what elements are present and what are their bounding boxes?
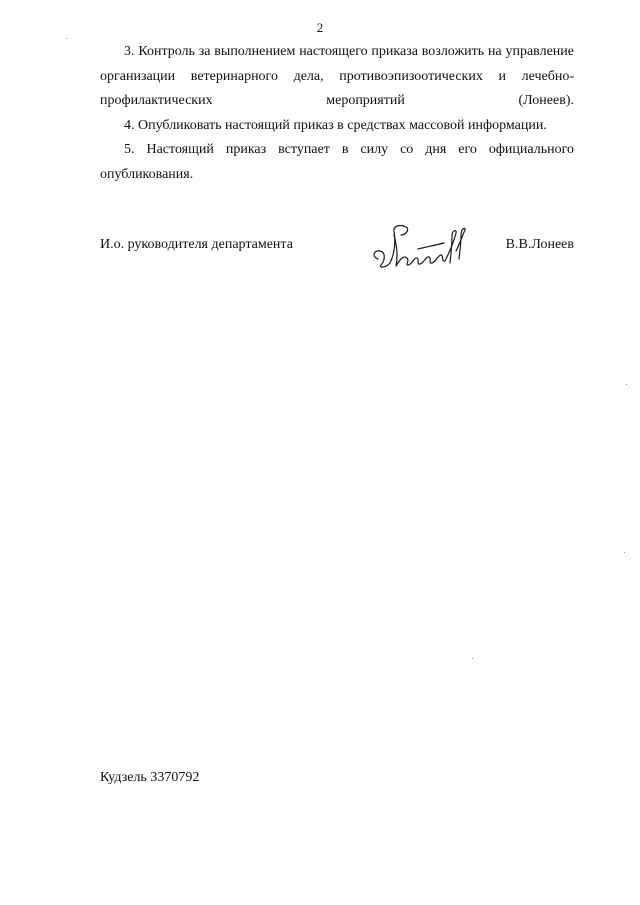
paragraph-5: 5. Настоящий приказ вступает в силу со дня его официального опубликования.: [100, 142, 574, 182]
document-body: [100, 40, 574, 187]
signature-block: [100, 233, 574, 273]
signatory-name: В.В.Лонеев: [505, 237, 574, 252]
scan-speck: [472, 658, 473, 659]
signatory-title: И.о. руководителя департамента: [100, 237, 293, 252]
executor-contact: Кудзель 3370792: [100, 770, 200, 785]
paragraph-3: 3. Контроль за выполнением настоящего приказа возложить на управление организации ветеринарного дела, противоэпизоотических и лечебно-профилактических мероприятий (Лонеев).: [100, 44, 574, 108]
handwritten-signature: [370, 221, 470, 277]
paragraph-4: 4. Опубликовать настоящий приказ в средствах массовой информации.: [124, 117, 547, 133]
scan-speck: [626, 384, 627, 385]
scan-speck: [624, 552, 625, 553]
scan-speck: [66, 38, 67, 39]
page-number: 2: [316, 20, 324, 35]
